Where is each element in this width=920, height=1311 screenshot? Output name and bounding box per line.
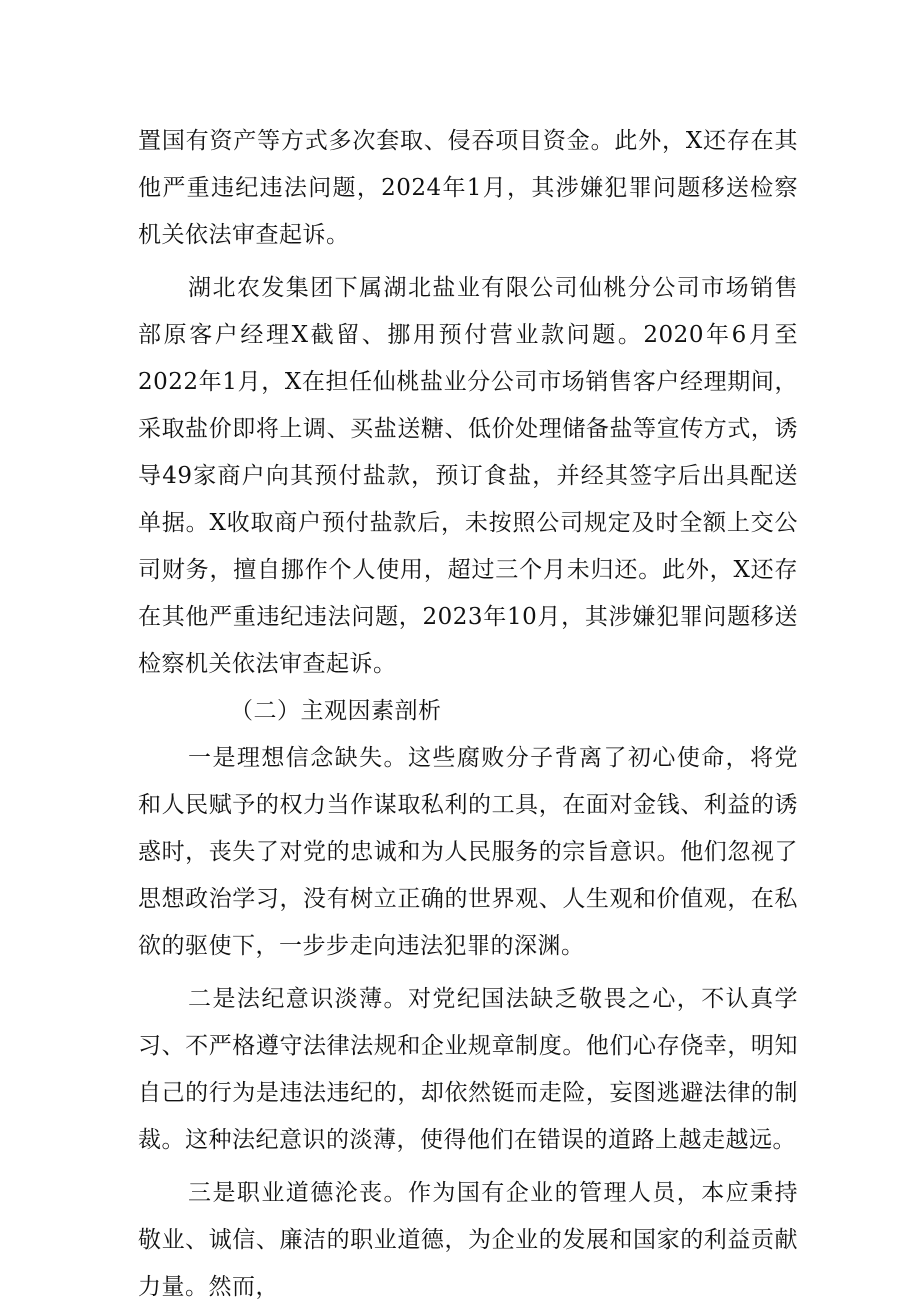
document-page bbox=[138, 118, 798, 1311]
section-heading-subjective-factors: （二）主观因素剖析 bbox=[230, 698, 442, 724]
paragraph-case-salt-company: 湖北农发集团下属湖北盐业有限公司仙桃分公司市场销售部原客户经理X截留、挪用预付营业款问题。2020年6月至2022年1月，X在担任仙桃盐业分公司市场销售客户经理期间，采取盐价即将上调、买盐送糖、低价处理储备盐等宣传方式，诱导49家商户向其预付盐款，预订食盐，并经其签字后出具配送单据。X收取商户预付盐款后，未按照公司规定及时全额上交公司财务，擅自挪作个人使用，超过三个月未归还。此外，X还存在其他严重违纪违法问题，2023年10月，其涉嫌犯罪问题移送检察机关依法审查起诉。 bbox=[138, 275, 798, 677]
paragraph-professional-ethics: 三是职业道德沦丧。作为国有企业的管理人员，本应秉持敬业、诚信、廉洁的职业道德，为企业的发展和国家的利益贡献力量。然而， bbox=[138, 1180, 798, 1300]
paragraph-ideals-lacking: 一是理想信念缺失。这些腐败分子背离了初心使命，将党和人民赋予的权力当作谋取私利的工具，在面对金钱、利益的诱惑时，丧失了对党的忠诚和为人民服务的宗旨意识。他们忽视了思想政治学习，没有树立正确的世界观、人生观和价值观，在私欲的驱使下，一步步走向违法犯罪的深渊。 bbox=[138, 745, 798, 959]
paragraph-continuation: 置国有资产等方式多次套取、侵吞项目资金。此外，X还存在其他严重违纪违法问题，2024年1月，其涉嫌犯罪问题移送检察机关依法审查起诉。 bbox=[138, 128, 798, 248]
paragraph-law-awareness-weak: 二是法纪意识淡薄。对党纪国法缺乏敬畏之心，不认真学习、不严格遵守法律法规和企业规章制度。他们心存侥幸，明知自己的行为是违法违纪的，却依然铤而走险，妄图逃避法律的制裁。这种法纪意识的淡薄，使得他们在错误的道路上越走越远。 bbox=[138, 986, 798, 1153]
